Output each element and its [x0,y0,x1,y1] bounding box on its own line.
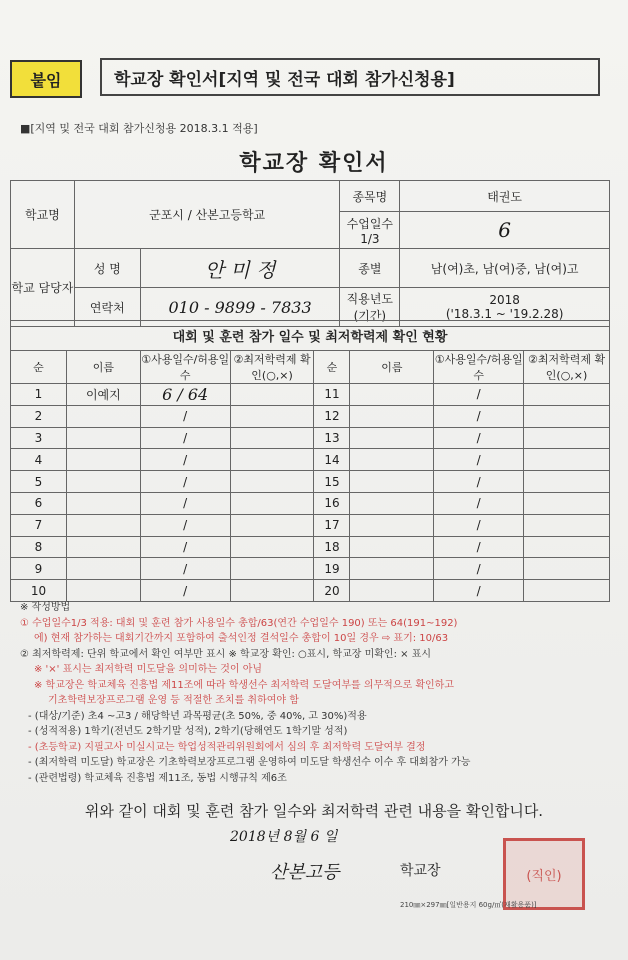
row-check [230,536,314,558]
value-name: 안 미 정 [140,249,340,288]
attachment-label: 붙임 [10,60,82,98]
table-row [11,580,610,602]
notes-section [20,600,610,786]
row-name [66,558,140,580]
participation-table [10,350,610,602]
note-line: - (관련법령) 학교체육 진흥법 제11조, 동법 시행규칙 제6조 [28,772,287,784]
row-days: / [140,514,230,536]
row-number: 6 [11,492,67,514]
row-name [66,471,140,493]
row-days: / [434,492,524,514]
row-name [66,405,140,427]
table-row [11,405,610,427]
note-line: - (최저학력 미도달) 학교장은 기초학력보장프로그램 운영하여 미도달 학생선수 이수 후 대회참가 가능 [28,757,471,768]
official-seal-stamp: (직인) [503,838,585,910]
row-check [524,405,610,427]
row-name [66,514,140,536]
row-name [350,471,434,493]
note-line: - (대상/기준) 초4 ~고3 / 해당학년 과목평균(초 50%, 중 40%, 고 30%)적용 [28,710,367,722]
row-number: 19 [314,558,350,580]
row-number: 5 [11,471,67,493]
paper-size-note: 210㎜×297㎜[일반용지 60g/㎡(재활용품)] [400,901,537,909]
row-name [66,536,140,558]
row-days: / [140,427,230,449]
summary-heading: 대회 및 훈련 참가 일수 및 최저학력제 확인 현황 [10,320,610,350]
row-check [524,536,610,558]
row-days: / [434,427,524,449]
row-number: 4 [11,449,67,471]
row-number: 17 [314,514,350,536]
row-check [230,492,314,514]
value-contact: 010 - 9899 - 7833 [140,288,340,327]
value-event: 태권도 [400,181,610,212]
row-check [524,514,610,536]
row-name [350,580,434,602]
table-row [11,492,610,514]
row-check [524,449,610,471]
row-name [66,427,140,449]
document-title: 학교장 확인서 [239,151,389,176]
row-days: / [140,405,230,427]
duty-period: ('18.3.1 ~ '19.2.28) [445,307,564,321]
note-line: ※ 학교장은 학교체육 진흥법 제11조에 따라 학생선수 최저학력 도달여부를 의무적으로 확인하고 [34,679,454,691]
row-days: / [434,514,524,536]
note-line: ② 최저학력제: 단위 학교에서 확인 여부만 표시 ※ 학교장 확인: ○표시, 학교장 미확인: × 표시 [20,648,432,660]
table-row [11,384,610,406]
row-days: / [434,384,524,406]
row-name [350,558,434,580]
label-school-days: 수업일수 1/3 [340,212,400,249]
row-check [230,471,314,493]
row-check [230,514,314,536]
row-number: 8 [11,536,67,558]
row-name: 이예지 [66,384,140,406]
note-line: ※ '×' 표시는 최저학력 미도달을 의미하는 것이 아님 [34,664,263,675]
row-days: / [434,405,524,427]
col-header-days: ①사용일수/허용일수 [140,351,230,384]
row-name [350,514,434,536]
row-days: / [140,449,230,471]
row-name [350,449,434,471]
form-version-note: ■[지역 및 전국 대회 참가신청용 2018.3.1 적용] [20,122,258,135]
row-name [350,427,434,449]
row-check [230,580,314,602]
row-number: 1 [11,384,67,406]
col-header-name: 이름 [66,351,140,384]
row-check [524,492,610,514]
value-school-name: 군포시 / 산본고등학교 [74,181,340,249]
label-name: 성 명 [74,249,140,288]
table-row [11,536,610,558]
row-check [524,471,610,493]
duty-year: 2018 [489,293,520,307]
info-table [10,180,610,327]
note-title: ※ 작성방법 [20,602,71,613]
note-line: ① 수업일수1/3 적용: 대회 및 훈련 참가 사용일수 총합/63(연간 수업일수 190) 또는 64(191~192) [20,617,458,629]
col-header-no-2: 순 [314,351,350,384]
row-number: 15 [314,471,350,493]
row-number: 13 [314,427,350,449]
label-event: 종목명 [340,181,400,212]
row-number: 12 [314,405,350,427]
duty-year-label: 직용년도 [346,292,394,306]
note-line: - (성적적용) 1학기(전년도 2학기말 성적), 2학기(당해연도 1학기말 성적) [28,726,348,737]
row-check [230,405,314,427]
row-days: / [434,580,524,602]
label-contact: 연락처 [74,288,140,327]
row-name [66,449,140,471]
row-name [350,536,434,558]
row-days: / [434,558,524,580]
label-school-name: 학교명 [11,181,75,249]
note-line: 에) 현재 참가하는 대회기간까지 포함하여 출석인정 결석일수 총합이 10일 경우 ⇨ 표기: 10/63 [34,633,449,644]
row-check [524,580,610,602]
row-days: / [434,471,524,493]
school-signature: 산본고등 [270,862,340,883]
row-days: / [140,580,230,602]
row-name [350,384,434,406]
row-number: 3 [11,427,67,449]
duty-period-label: (기간) [353,309,387,323]
row-days: / [434,449,524,471]
row-number: 11 [314,384,350,406]
row-days: / [434,536,524,558]
row-number: 18 [314,536,350,558]
row-name [66,580,140,602]
row-number: 9 [11,558,67,580]
row-days: 6 / 64 [140,384,230,406]
row-number: 10 [11,580,67,602]
value-school-days: 6 [400,212,610,249]
table-row [11,514,610,536]
row-days: / [140,492,230,514]
col-header-no: 순 [11,351,67,384]
row-name [66,492,140,514]
row-number: 2 [11,405,67,427]
row-check [524,558,610,580]
col-header-check-2: ②최저학력제 확인(○,×) [524,351,610,384]
row-number: 20 [314,580,350,602]
row-check [524,384,610,406]
row-days: / [140,471,230,493]
label-category: 종별 [340,249,400,288]
table-row [11,427,610,449]
col-header-days-2: ①사용일수/허용일수 [434,351,524,384]
row-name [350,492,434,514]
note-line: 기초학력보장프로그램 운영 등 적절한 조치를 취하여야 함 [48,695,299,706]
row-check [230,558,314,580]
row-number: 16 [314,492,350,514]
row-days: / [140,536,230,558]
value-category: 남(여)초, 남(여)중, 남(여)고 [400,249,610,288]
row-check [230,449,314,471]
table-row [11,471,610,493]
principal-label: 학교장 [400,863,441,879]
row-check [230,384,314,406]
row-number: 7 [11,514,67,536]
row-check [230,427,314,449]
label-school-staff: 학교 담당자 [11,249,75,327]
header-title: 학교장 확인서[지역 및 전국 대회 참가신청용] [100,58,600,96]
row-number: 14 [314,449,350,471]
table-row [11,449,610,471]
row-days: / [140,558,230,580]
row-name [350,405,434,427]
col-header-name-2: 이름 [350,351,434,384]
note-line: - (초등학교) 지필고사 미실시교는 학업성적관리위원회에서 심의 후 최저학력 도달여부 결정 [28,741,426,753]
confirmation-text: 위와 같이 대회 및 훈련 참가 일수와 최저학력 관련 내용을 확인합니다. [84,802,544,820]
issue-date: 2018년 8월 6 일 [230,829,338,845]
col-header-check: ②최저학력제 확인(○,×) [230,351,314,384]
table-row [11,558,610,580]
row-check [524,427,610,449]
